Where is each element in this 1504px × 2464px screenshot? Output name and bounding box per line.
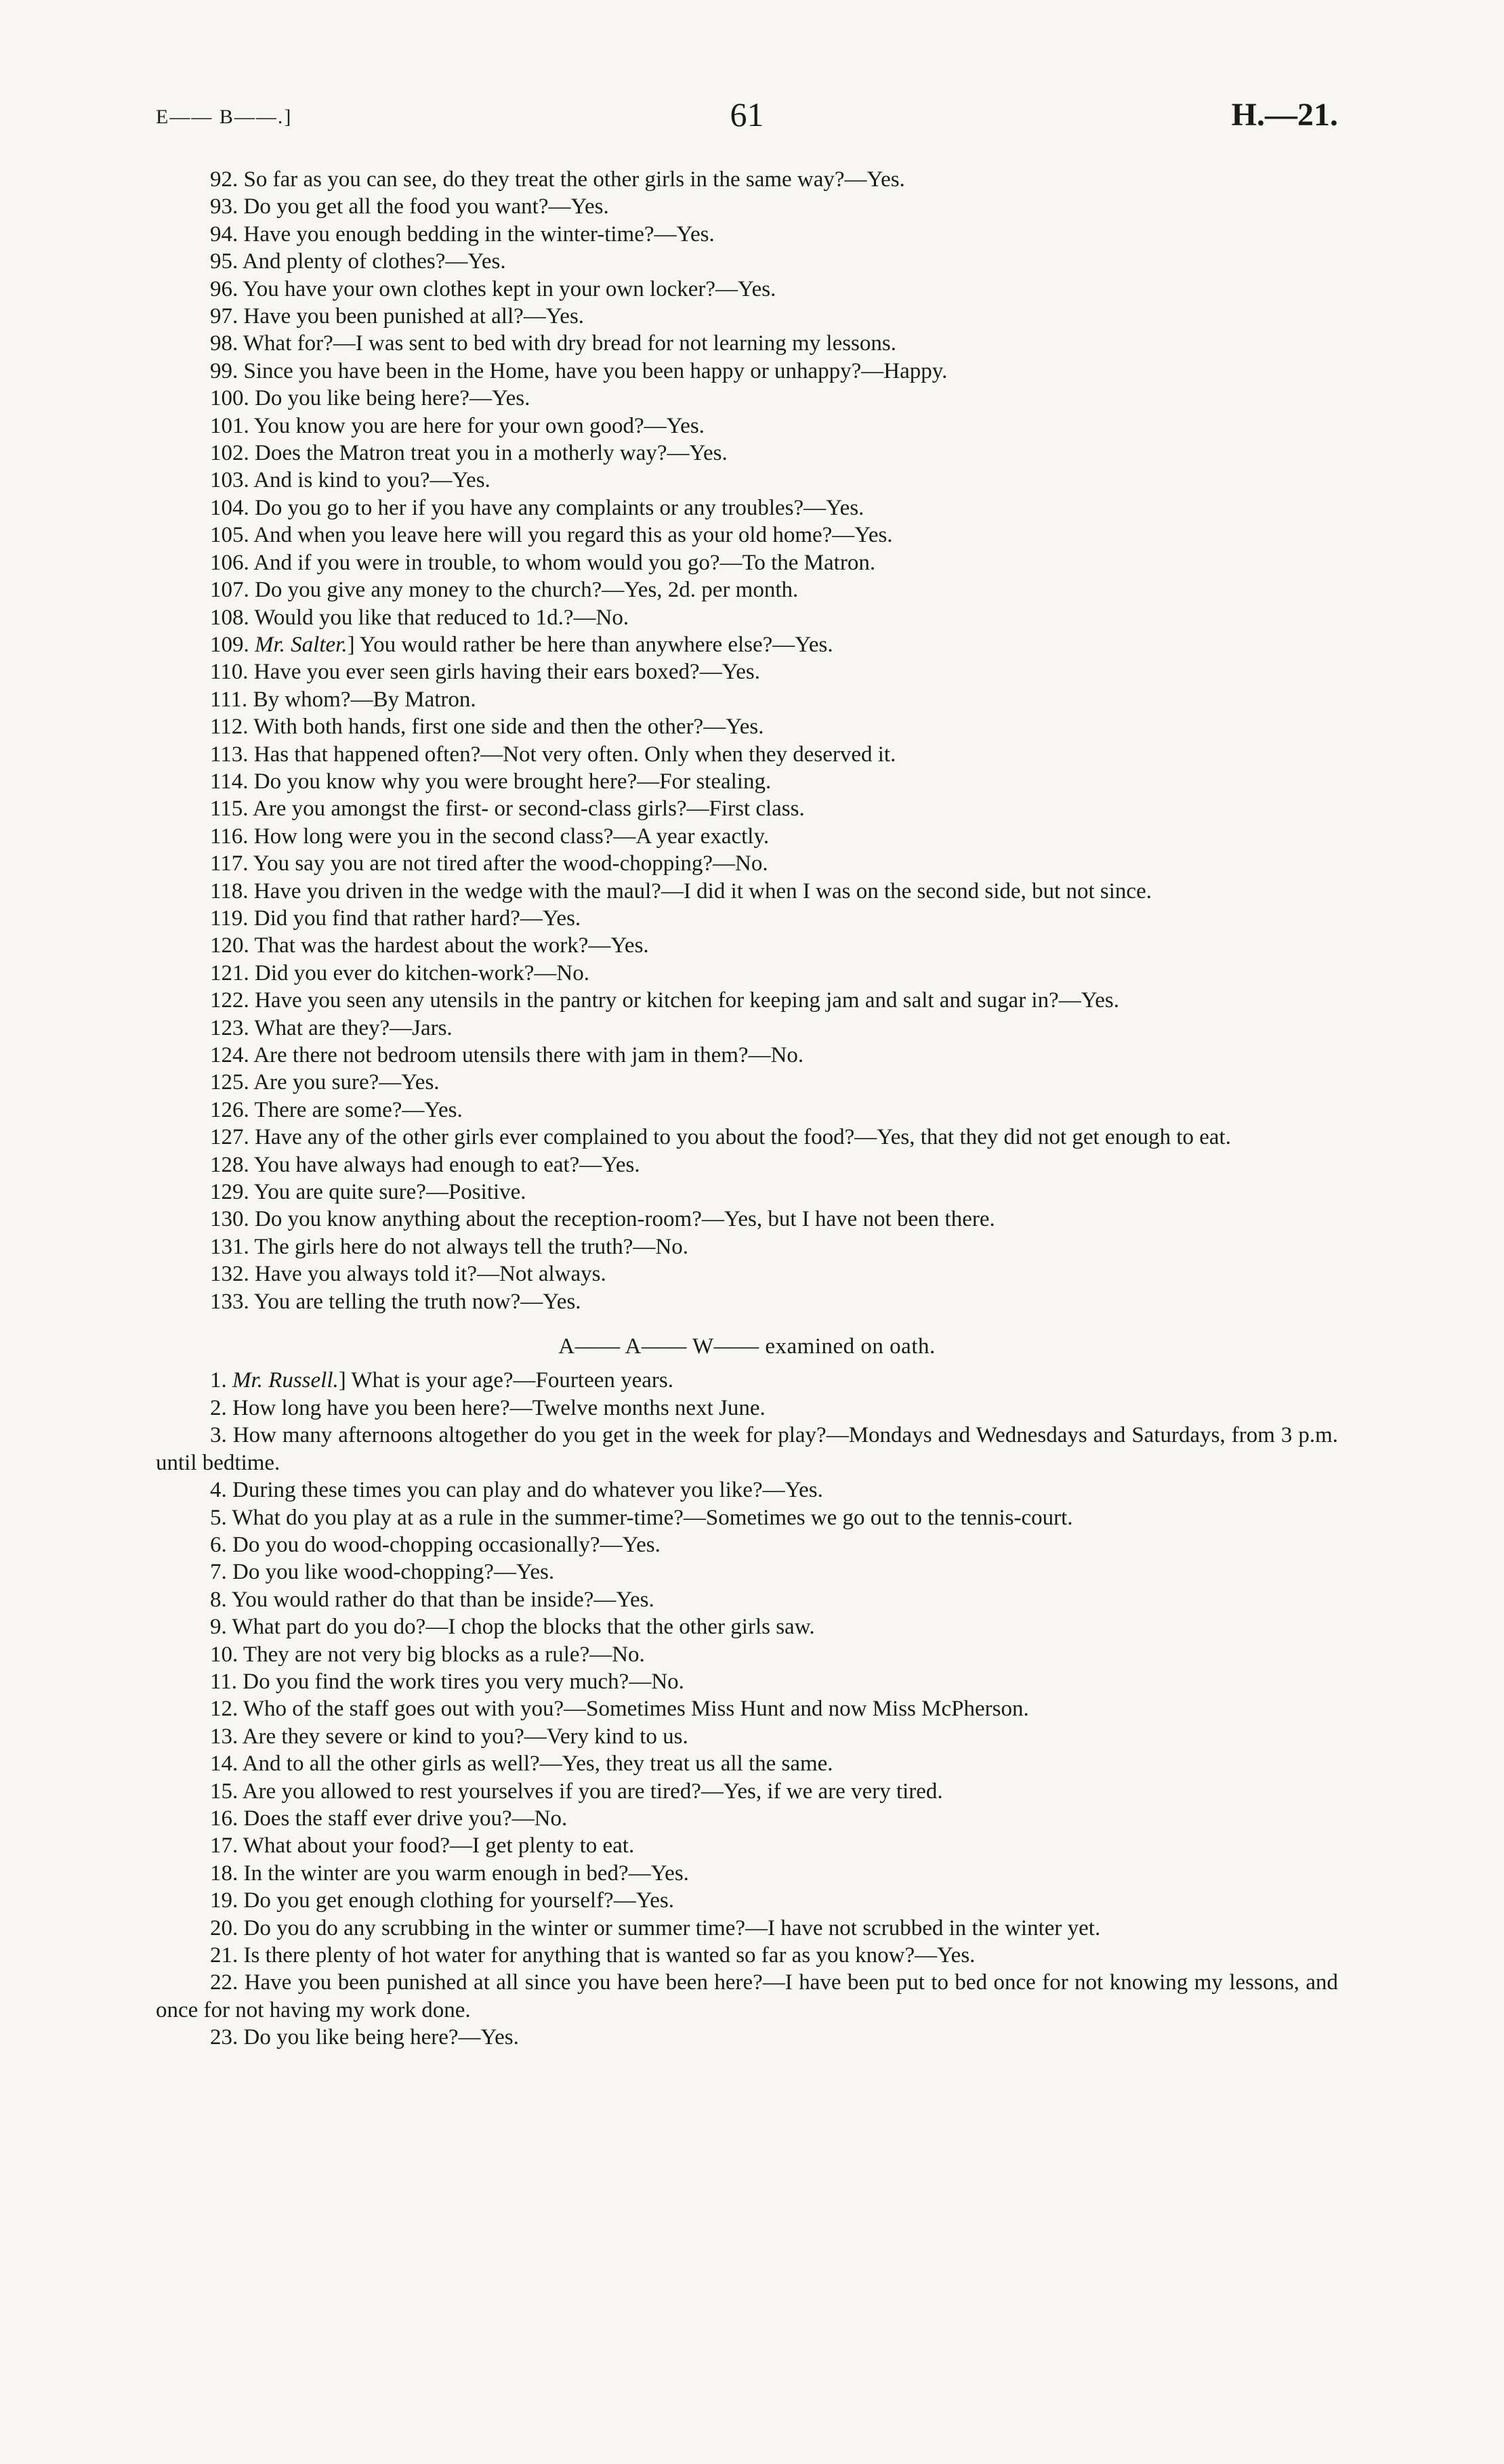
question-paragraph	[156, 823, 1338, 850]
question-number: 109.	[210, 632, 249, 657]
question-paragraph	[156, 1178, 1338, 1206]
question-text: That was the hardest about the work?—Yes.	[254, 933, 649, 958]
question-text: And when you leave here will you regard this as your old home?—Yes.	[253, 523, 893, 548]
question-text: Have you been punished at all?—Yes.	[243, 304, 585, 329]
question-paragraph	[156, 576, 1338, 603]
question-text: Do you like being here?—Yes.	[243, 2025, 519, 2050]
question-text: Have you enough bedding in the winter-time?—Yes.	[243, 221, 715, 247]
question-number: 111.	[210, 687, 248, 712]
question-number: 105.	[210, 523, 249, 548]
question-paragraph	[156, 905, 1338, 932]
question-paragraph	[156, 1750, 1338, 1777]
question-number: 98.	[210, 331, 238, 356]
question-number: 11.	[210, 1669, 238, 1694]
question-number: 110.	[210, 660, 249, 685]
question-text: Does the staff ever drive you?—No.	[243, 1806, 568, 1831]
question-paragraph	[156, 1860, 1338, 1887]
question-text: You are quite sure?—Positive.	[253, 1180, 526, 1205]
question-paragraph	[156, 604, 1338, 631]
question-number: 106.	[210, 550, 249, 575]
question-number: 5.	[210, 1505, 227, 1530]
question-number: 21.	[210, 1943, 238, 1968]
question-text: Are you amongst the first- or second-class girls?—First class.	[252, 796, 805, 822]
question-number: 132.	[210, 1262, 249, 1287]
question-number: 129.	[210, 1180, 249, 1205]
question-text: And is kind to you?—Yes.	[253, 468, 490, 493]
question-number: 16.	[210, 1806, 238, 1831]
question-paragraph	[156, 1206, 1338, 1233]
testimony-section-2	[156, 1367, 1338, 2051]
question-text: There are some?—Yes.	[254, 1097, 463, 1122]
question-text: During these times you can play and do whatever you like?—Yes.	[232, 1478, 823, 1503]
question-number: 15.	[210, 1779, 238, 1804]
question-number: 133.	[210, 1289, 249, 1314]
question-number: 9.	[210, 1615, 227, 1640]
question-text: Do you give any money to the church?—Yes, 2d. per month.	[255, 578, 799, 603]
question-number: 1.	[210, 1368, 227, 1393]
testimony-section-1	[156, 166, 1338, 1315]
question-number: 121.	[210, 960, 249, 985]
question-number: 13.	[210, 1724, 238, 1749]
question-paragraph	[156, 1097, 1338, 1124]
question-paragraph	[156, 522, 1338, 549]
question-paragraph	[156, 795, 1338, 822]
question-text: You would rather be here than anywhere else?—Yes.	[359, 632, 833, 657]
question-number: 94.	[210, 221, 238, 247]
question-paragraph	[156, 1422, 1338, 1477]
question-paragraph	[156, 1942, 1338, 1969]
question-number: 22.	[210, 1970, 238, 1995]
question-paragraph	[156, 221, 1338, 248]
question-number: 115.	[210, 796, 249, 822]
question-text: What is your age?—Fourteen years.	[351, 1368, 673, 1393]
question-number: 108.	[210, 605, 249, 630]
header-left: E—— B——.]	[156, 106, 293, 128]
question-paragraph	[156, 1915, 1338, 1942]
question-text: Do you get all the food you want?—Yes.	[243, 194, 609, 219]
question-number: 116.	[210, 824, 249, 849]
question-text: And plenty of clothes?—Yes.	[242, 249, 506, 274]
question-paragraph	[156, 1641, 1338, 1668]
question-number: 100.	[210, 386, 249, 411]
question-number: 2.	[210, 1395, 227, 1420]
question-number: 96.	[210, 276, 238, 301]
question-number: 19.	[210, 1888, 238, 1913]
question-text: Did you find that rather hard?—Yes.	[253, 906, 581, 931]
question-text: What for?—I was sent to bed with dry bread for not learning my lessons.	[243, 331, 896, 356]
question-text: Have any of the other girls ever complained to you about the food?—Yes, that they did not get enough to eat.	[255, 1125, 1231, 1150]
question-text: In the winter are you warm enough in bed?—Yes.	[243, 1861, 689, 1886]
question-number: 17.	[210, 1833, 238, 1858]
question-paragraph	[156, 1613, 1338, 1640]
question-paragraph	[156, 193, 1338, 220]
question-paragraph	[156, 1778, 1338, 1805]
question-text: What part do you do?—I chop the blocks that the other girls saw.	[232, 1615, 815, 1640]
question-number: 131.	[210, 1234, 249, 1259]
question-paragraph	[156, 686, 1338, 713]
question-paragraph	[156, 276, 1338, 303]
question-text: Have you been punished at all since you have been here?—I have been put to bed once for not knowing my lessons, and once for not having my work done.	[156, 1970, 1339, 2022]
question-number: 99.	[210, 358, 238, 383]
question-number: 102.	[210, 441, 249, 466]
page-header	[156, 95, 1338, 142]
question-number: 127.	[210, 1125, 249, 1150]
question-text: With both hands, first one side and then the other?—Yes.	[253, 715, 764, 740]
question-text: They are not very big blocks as a rule?—No.	[243, 1642, 645, 1667]
question-paragraph	[156, 303, 1338, 330]
question-paragraph	[156, 1969, 1338, 2024]
question-paragraph	[156, 658, 1338, 685]
question-paragraph	[156, 1395, 1338, 1422]
question-number: 122.	[210, 988, 249, 1013]
question-number: 125.	[210, 1070, 249, 1095]
question-paragraph	[156, 1124, 1338, 1151]
question-number: 93.	[210, 194, 238, 219]
question-number: 130.	[210, 1207, 249, 1232]
question-paragraph	[156, 358, 1338, 385]
question-paragraph	[156, 878, 1338, 905]
question-paragraph	[156, 1504, 1338, 1531]
question-text: How long were you in the second class?—A year exactly.	[253, 824, 770, 849]
question-number: 104.	[210, 495, 249, 520]
question-paragraph	[156, 1233, 1338, 1260]
question-text: Do you know why you were brought here?—For stealing.	[253, 769, 772, 794]
question-paragraph	[156, 1069, 1338, 1096]
question-paragraph	[156, 1805, 1338, 1832]
question-text: And to all the other girls as well?—Yes, they treat us all the same.	[242, 1751, 833, 1777]
question-paragraph	[156, 330, 1338, 357]
question-paragraph	[156, 1367, 1338, 1394]
speaker-label: Mr. Russell.]	[232, 1368, 346, 1393]
question-paragraph	[156, 1015, 1338, 1042]
question-text: Has that happened often?—Not very often. Only when they deserved it.	[253, 742, 896, 767]
question-text: How many afternoons altogether do you get in the week for play?—Mondays and Wednesdays and Saturdays, from 3 p.m. until bedtime.	[156, 1423, 1339, 1475]
question-number: 120.	[210, 933, 249, 958]
question-paragraph	[156, 1586, 1338, 1613]
question-text: How long have you been here?—Twelve months next June.	[232, 1395, 766, 1420]
question-paragraph	[156, 768, 1338, 795]
question-text: Do you do any scrubbing in the winter or summer time?—I have not scrubbed in the winter yet.	[243, 1915, 1101, 1940]
question-number: 101.	[210, 413, 249, 438]
question-number: 10.	[210, 1642, 238, 1667]
question-paragraph	[156, 1723, 1338, 1750]
question-number: 114.	[210, 769, 249, 794]
question-text: Who of the staff goes out with you?—Sometimes Miss Hunt and now Miss McPherson.	[243, 1697, 1029, 1722]
question-text: What are they?—Jars.	[254, 1015, 453, 1040]
question-text: Do you like wood-chopping?—Yes.	[232, 1560, 555, 1585]
question-text: So far as you can see, do they treat the other girls in the same way?—Yes.	[243, 167, 905, 192]
question-number: 123.	[210, 1015, 249, 1040]
question-text: Does the Matron treat you in a motherly way?—Yes.	[255, 441, 728, 466]
question-text: Would you like that reduced to 1d.?—No.	[254, 605, 629, 630]
question-number: 14.	[210, 1751, 238, 1777]
question-paragraph	[156, 631, 1338, 658]
question-text: You say you are not tired after the wood-chopping?—No.	[253, 851, 768, 876]
question-number: 97.	[210, 304, 238, 329]
question-text: Do you go to her if you have any complaints or any troubles?—Yes.	[255, 495, 864, 520]
question-paragraph	[156, 1260, 1338, 1288]
question-text: Do you like being here?—Yes.	[255, 386, 530, 411]
question-text: You know you are here for your own good?—Yes.	[253, 413, 705, 438]
question-paragraph	[156, 960, 1338, 987]
question-paragraph	[156, 1288, 1338, 1315]
question-number: 6.	[210, 1532, 227, 1557]
question-text: You have always had enough to eat?—Yes.	[253, 1152, 640, 1177]
question-paragraph	[156, 1832, 1338, 1859]
question-paragraph	[156, 987, 1338, 1014]
question-text: Have you always told it?—Not always.	[255, 1262, 606, 1287]
question-number: 126.	[210, 1097, 249, 1122]
question-text: Are you sure?—Yes.	[253, 1070, 440, 1095]
question-text: Is there plenty of hot water for anything that is wanted so far as you know?—Yes.	[243, 1943, 976, 1968]
question-paragraph	[156, 385, 1338, 412]
question-text: Have you ever seen girls having their ears boxed?—Yes.	[253, 660, 760, 685]
question-text: Did you ever do kitchen-work?—No.	[255, 960, 589, 985]
question-paragraph	[156, 1477, 1338, 1504]
question-text: What about your food?—I get plenty to eat.	[243, 1833, 635, 1858]
question-number: 3.	[210, 1423, 227, 1448]
question-number: 119.	[210, 906, 249, 931]
question-number: 124.	[210, 1043, 249, 1067]
question-text: Have you seen any utensils in the pantry or kitchen for keeping jam and salt and sugar in?—Yes.	[255, 988, 1120, 1013]
question-paragraph	[156, 850, 1338, 877]
question-paragraph	[156, 248, 1338, 275]
question-number: 103.	[210, 468, 249, 493]
question-text: Are you allowed to rest yourselves if you are tired?—Yes, if we are very tired.	[242, 1779, 943, 1804]
question-text: The girls here do not always tell the truth?—No.	[254, 1234, 688, 1259]
question-paragraph	[156, 494, 1338, 522]
question-paragraph	[156, 166, 1338, 193]
question-paragraph	[156, 1558, 1338, 1586]
section-heading: A—— A—— W—— examined on oath.	[558, 1334, 936, 1359]
question-text: And if you were in trouble, to whom would you go?—To the Matron.	[253, 550, 876, 575]
question-number: 112.	[210, 715, 249, 740]
question-text: You are telling the truth now?—Yes.	[253, 1289, 581, 1314]
question-text: Are they severe or kind to you?—Very kind to us.	[242, 1724, 688, 1749]
speaker-label: Mr. Salter.]	[255, 632, 355, 657]
question-paragraph	[156, 440, 1338, 467]
question-paragraph	[156, 932, 1338, 959]
question-number: 95.	[210, 249, 238, 274]
question-number: 113.	[210, 742, 249, 767]
question-paragraph	[156, 1887, 1338, 1914]
question-text: Are there not bedroom utensils there with jam in them?—No.	[253, 1043, 804, 1067]
question-text: By whom?—By Matron.	[253, 687, 476, 712]
question-paragraph	[156, 1151, 1338, 1178]
question-paragraph	[156, 1531, 1338, 1558]
question-text: Do you get enough clothing for yourself?—Yes.	[243, 1888, 674, 1913]
question-number: 18.	[210, 1861, 238, 1886]
question-text: Do you find the work tires you very much?—No.	[243, 1669, 684, 1694]
question-number: 117.	[210, 851, 249, 876]
question-text: You have your own clothes kept in your own locker?—Yes.	[243, 276, 776, 301]
question-number: 92.	[210, 167, 238, 192]
question-text: You would rather do that than be inside?—Yes.	[231, 1587, 654, 1612]
question-number: 7.	[210, 1560, 227, 1585]
question-number: 8.	[210, 1587, 227, 1612]
question-number: 20.	[210, 1915, 238, 1940]
question-paragraph	[156, 1668, 1338, 1695]
question-number: 12.	[210, 1697, 238, 1722]
question-text: Have you driven in the wedge with the maul?—I did it when I was on the second side, but not since.	[253, 878, 1152, 904]
document-body	[156, 166, 1338, 2052]
page-number: 61	[730, 95, 764, 133]
question-paragraph	[156, 467, 1338, 494]
header-right: H.—21.	[1231, 97, 1338, 133]
question-paragraph	[156, 1042, 1338, 1069]
question-number: 107.	[210, 578, 249, 603]
question-number: 128.	[210, 1152, 249, 1177]
question-paragraph	[156, 1695, 1338, 1722]
question-number: 23.	[210, 2025, 238, 2050]
question-text: What do you play at as a rule in the summer-time?—Sometimes we go out to the tennis-court.	[232, 1505, 1073, 1530]
question-paragraph	[156, 741, 1338, 768]
question-number: 118.	[210, 878, 249, 904]
question-text: Since you have been in the Home, have you been happy or unhappy?—Happy.	[243, 358, 948, 383]
question-paragraph	[156, 549, 1338, 576]
question-paragraph	[156, 713, 1338, 740]
question-text: Do you know anything about the reception-room?—Yes, but I have not been there.	[255, 1207, 995, 1232]
question-text: Do you do wood-chopping occasionally?—Yes.	[232, 1532, 661, 1557]
question-paragraph	[156, 2024, 1338, 2051]
question-number: 4.	[210, 1478, 227, 1503]
question-paragraph	[156, 412, 1338, 440]
